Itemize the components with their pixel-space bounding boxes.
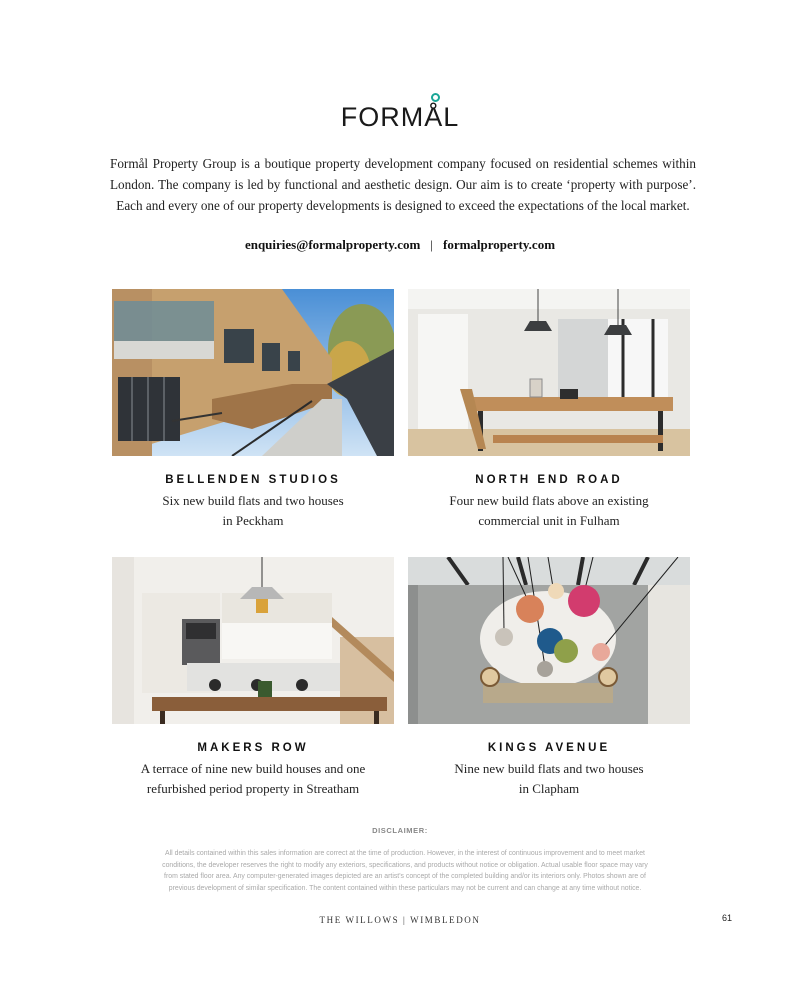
logo-ring-icon [431, 93, 440, 102]
kings-avenue-photo [408, 557, 690, 724]
page-number: 61 [722, 913, 733, 923]
disclaimer-title: DISCLAIMER: [372, 826, 428, 835]
project-title: NORTH END ROAD [475, 474, 623, 486]
project-description: A terrace of nine new build houses and one refurbished period property in Streatham [140, 761, 366, 796]
project-title: BELLENDEN STUDIOS [165, 474, 341, 486]
north-end-road-photo [408, 289, 690, 456]
contact-email[interactable]: enquiries@formalproperty.com [244, 237, 421, 252]
project-title: KINGS AVENUE [487, 742, 611, 754]
contact-line [0, 237, 800, 253]
project-description: Four new build flats above an existing commercial unit in Fulham [449, 493, 649, 528]
makers-row-photo [112, 557, 394, 724]
project-description: Nine new build flats and two houses in Clapham [454, 761, 644, 796]
logo-wordmark: FORMÅL [341, 96, 460, 138]
contact-separator: | [430, 237, 433, 252]
company-intro: Formål Property Group is a boutique property development company focused on residential schemes within London. The company is led by functional and aesthetic design. Our aim is to create ‘property with purpose’. Each and every one of our property developments is designed to exceed the expectations of the local market. [110, 156, 696, 213]
bellenden-studios-photo [112, 289, 394, 456]
brand-logo [0, 96, 800, 138]
page-footer: THE WILLOWS | WIMBLEDON [319, 915, 481, 925]
disclaimer-text: All details contained within this sales information are correct at the time of production. However, in the interest of continuous improvement and to meet market conditions, the developer reserves the right to modify any exteriors, specifications, and products without notice or obligation. Actual usable floor space may vary from stated floor area. Any computer-generated images depicted are an artist's concept of the completed building and/or its interiors only. Photos shown are of previous development of similar specification. The content contained within these particulars may not be current and can change at any time without notice. [162, 850, 648, 892]
project-description: Six new build flats and two houses in Peckham [162, 493, 344, 528]
project-title: MAKERS ROW [197, 742, 309, 754]
contact-website[interactable]: formalproperty.com [442, 237, 556, 252]
